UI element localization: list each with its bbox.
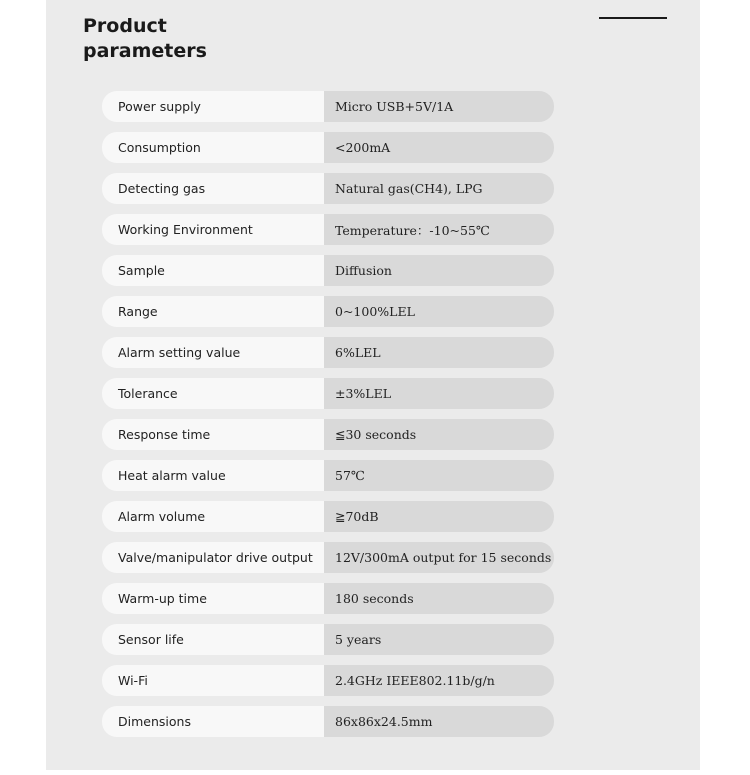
param-label: Heat alarm value <box>102 460 324 491</box>
param-label: Sample <box>102 255 324 286</box>
param-label: Power supply <box>102 91 324 122</box>
param-value: Micro USB+5V/1A <box>324 91 554 122</box>
table-row <box>102 706 556 737</box>
table-row <box>102 378 556 409</box>
param-value: Temperature：-10~55℃ <box>324 214 554 245</box>
table-row <box>102 460 556 491</box>
table-row <box>102 624 556 655</box>
table-row <box>102 665 556 696</box>
page-title <box>83 14 207 64</box>
table-row <box>102 542 556 573</box>
param-value: Natural gas(CH4), LPG <box>324 173 554 204</box>
title-line-2: parameters <box>83 40 207 62</box>
param-value: 57℃ <box>324 460 554 491</box>
param-label: Range <box>102 296 324 327</box>
table-row <box>102 583 556 614</box>
param-label: Response time <box>102 419 324 450</box>
param-label: Sensor life <box>102 624 324 655</box>
param-label: Wi-Fi <box>102 665 324 696</box>
param-value: 180 seconds <box>324 583 554 614</box>
table-row <box>102 337 556 368</box>
table-row <box>102 214 556 245</box>
header-divider <box>599 17 667 19</box>
param-value: <200mA <box>324 132 554 163</box>
param-value: 5 years <box>324 624 554 655</box>
param-label: Dimensions <box>102 706 324 737</box>
param-label: Valve/manipulator drive output <box>102 542 324 573</box>
param-label: Consumption <box>102 132 324 163</box>
param-value: 0~100%LEL <box>324 296 554 327</box>
param-value: ≧70dB <box>324 501 554 532</box>
table-row <box>102 419 556 450</box>
parameters-table <box>102 91 556 747</box>
param-label: Warm-up time <box>102 583 324 614</box>
param-value: 86x86x24.5mm <box>324 706 554 737</box>
table-row <box>102 132 556 163</box>
param-value: 12V/300mA output for 15 seconds <box>324 542 554 573</box>
param-label: Alarm setting value <box>102 337 324 368</box>
param-value: ±3%LEL <box>324 378 554 409</box>
param-label: Detecting gas <box>102 173 324 204</box>
title-line-1: Product <box>83 15 167 37</box>
table-row <box>102 501 556 532</box>
param-label: Alarm volume <box>102 501 324 532</box>
param-value: Diffusion <box>324 255 554 286</box>
param-value: 6%LEL <box>324 337 554 368</box>
table-row <box>102 296 556 327</box>
table-row <box>102 255 556 286</box>
param-value: 2.4GHz IEEE802.11b/g/n <box>324 665 554 696</box>
param-value: ≦30 seconds <box>324 419 554 450</box>
param-label: Tolerance <box>102 378 324 409</box>
table-row <box>102 91 556 122</box>
param-label: Working Environment <box>102 214 324 245</box>
table-row <box>102 173 556 204</box>
